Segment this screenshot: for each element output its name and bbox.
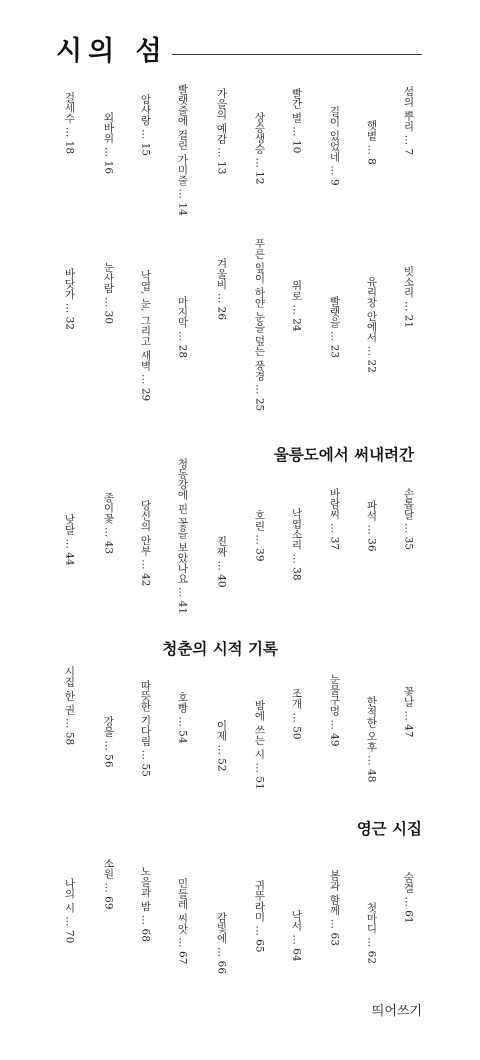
title-divider	[172, 54, 422, 55]
toc-entry[interactable]: 첫마디 … 62	[365, 902, 378, 965]
toc-entry[interactable]: 암사랑 … 15	[139, 94, 152, 157]
toc-entry[interactable]: 걸세수 … 18	[63, 92, 76, 155]
toc-entry[interactable]: 푸른 잎이 하얀 눈을 덮는 풍경 … 25	[253, 238, 266, 412]
toc-entry[interactable]: 빨간 별 … 10	[290, 88, 303, 154]
section-title-3: 영근 시집	[356, 820, 422, 838]
toc-entry[interactable]: 파석 … 36	[365, 500, 378, 552]
toc-entry[interactable]: 당신의 안부 … 42	[139, 500, 152, 587]
toc-entry[interactable]: 호린 … 39	[253, 510, 266, 562]
toc-entry[interactable]: 눈물구멍 … 49	[328, 674, 341, 747]
section-title-2: 청춘의 시적 기록	[162, 640, 278, 658]
toc-entry[interactable]: 꽃날 … 47	[402, 686, 415, 738]
toc-entry[interactable]: 이제 … 52	[215, 720, 228, 772]
toc-entry[interactable]: 나의 시 … 70	[63, 878, 76, 944]
toc-entry[interactable]: 유리창 안에서 … 22	[365, 276, 378, 373]
toc-entry[interactable]: 귀뚜라미 … 65	[253, 880, 266, 953]
toc-entry[interactable]: 상승생승 … 12	[253, 112, 266, 185]
toc-entry[interactable]: 진짜 … 40	[215, 536, 228, 588]
toc-entry[interactable]: 숨결 … 61	[402, 872, 415, 924]
toc-entry[interactable]: 낙서 … 64	[290, 910, 303, 962]
toc-entry[interactable]: 봄과 함께 … 63	[328, 870, 341, 946]
toc-entry[interactable]: 조개 … 50	[290, 688, 303, 740]
toc-entry[interactable]: 빗소리 … 21	[402, 266, 415, 329]
toc-entry[interactable]: 위로 … 24	[290, 280, 303, 332]
toc-entry[interactable]: 눈사람 … 30	[102, 262, 115, 325]
toc-entry[interactable]: 낙엽, 눈, 그리고 새벽 … 29	[139, 270, 152, 402]
toc-entry[interactable]: 감빛에 … 66	[215, 912, 228, 975]
toc-entry[interactable]: 겨울비 … 26	[215, 258, 228, 321]
toc-entry[interactable]: 빨랫줄에 걸린 가미줄 … 14	[176, 84, 189, 216]
section-title-1: 울릉도에서 써내려간	[273, 446, 414, 464]
toc-entry[interactable]: 호빵 … 54	[176, 692, 189, 744]
toc-entry[interactable]: 마지막 … 28	[176, 296, 189, 359]
page-title: 시의 섬	[56, 36, 168, 67]
toc-entry[interactable]: 시집 한 권 … 58	[63, 666, 76, 746]
toc-entry[interactable]: 소원 … 69	[102, 858, 115, 910]
toc-entry[interactable]: 바닷가 … 32	[63, 268, 76, 331]
toc-entry[interactable]: 노을과 밤 … 68	[139, 866, 152, 942]
toc-entry[interactable]: 청동강에 핀 꽃을 보았나요 … 41	[176, 458, 189, 615]
toc-entry[interactable]: 빨랫을 … 23	[328, 296, 341, 359]
footer-label: 띄어쓰기	[371, 1004, 422, 1019]
toc-entry[interactable]: 햇볕 … 8	[365, 120, 378, 165]
toc-entry[interactable]: 가을의 예감 … 13	[215, 88, 228, 175]
toc-entry[interactable]: 따뜻한 기다림 … 55	[139, 680, 152, 777]
toc-entry[interactable]: 낮달 … 44	[63, 514, 76, 566]
toc-entry[interactable]: 외바위 … 16	[102, 112, 115, 175]
toc-entry[interactable]: 낙엽소리 … 38	[290, 508, 303, 581]
toc-entry[interactable]: 밤에 쓰는 시 … 51	[253, 700, 266, 790]
toc-entry[interactable]: 길이 있었네 … 9	[328, 106, 341, 186]
toc-entry[interactable]: 바람씨 … 37	[328, 488, 341, 551]
toc-entry[interactable]: 강물 … 56	[102, 716, 115, 768]
toc-entry[interactable]: 섬의 뿌리 … 7	[402, 86, 415, 156]
toc-entry[interactable]: 민들레 씨앗 … 67	[176, 878, 189, 965]
toc-entry[interactable]: 손톱달 … 35	[402, 488, 415, 551]
toc-entry[interactable]: 종이꽃 … 43	[102, 492, 115, 555]
toc-entry[interactable]: 한적한 오후 … 48	[365, 696, 378, 783]
